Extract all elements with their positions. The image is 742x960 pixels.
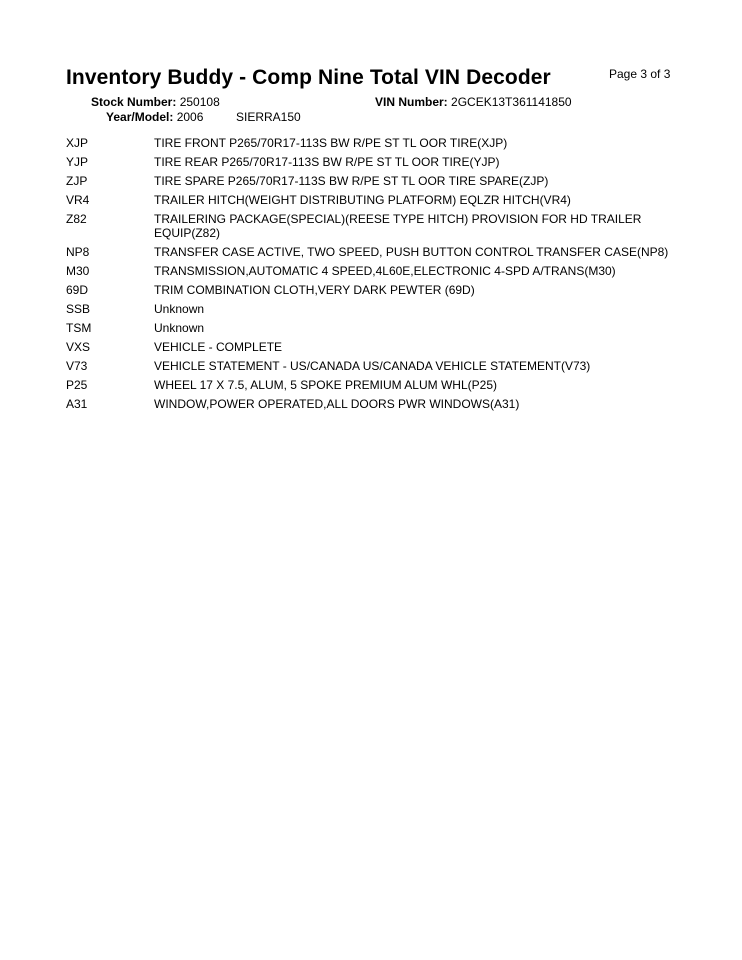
option-row <box>66 340 686 354</box>
option-row <box>66 359 686 373</box>
page-title: Inventory Buddy - Comp Nine Total VIN Decoder <box>66 66 551 89</box>
option-description: TRIM COMBINATION CLOTH,VERY DARK PEWTER (69D) <box>154 283 475 297</box>
option-row <box>66 378 686 392</box>
option-description: WINDOW,POWER OPERATED,ALL DOORS PWR WINDOWS(A31) <box>154 397 520 411</box>
option-code: VXS <box>66 340 91 354</box>
option-row <box>66 283 686 297</box>
option-code: Z82 <box>66 212 87 226</box>
option-row <box>66 245 686 259</box>
option-description: TIRE FRONT P265/70R17-113S BW R/PE ST TL OOR TIRE(XJP) <box>154 136 508 150</box>
year-value: 2006 <box>176 110 204 124</box>
vin-number <box>375 95 572 109</box>
option-description: TIRE SPARE P265/70R17-113S BW R/PE ST TL OOR TIRE SPARE(ZJP) <box>154 174 549 188</box>
option-code: M30 <box>66 264 90 278</box>
option-code: VR4 <box>66 193 90 207</box>
option-row <box>66 174 686 188</box>
option-code: ZJP <box>66 174 88 188</box>
option-description: TRANSFER CASE ACTIVE, TWO SPEED, PUSH BUTTON CONTROL TRANSFER CASE(NP8) <box>154 245 669 259</box>
vin-number-value: 2GCEK13T361141850 <box>451 95 572 109</box>
stock-number-label: Stock Number: <box>91 95 177 109</box>
option-code: A31 <box>66 397 88 411</box>
stock-number-value: 250108 <box>179 95 220 109</box>
option-description: TRAILERING PACKAGE(SPECIAL)(REESE TYPE HITCH) PROVISION FOR HD TRAILER EQUIP(Z82) <box>154 212 642 240</box>
option-row <box>66 193 686 207</box>
option-row <box>66 264 686 278</box>
option-row <box>66 321 686 335</box>
option-row <box>66 136 686 150</box>
model-value: SIERRA150 <box>236 110 301 124</box>
vin-number-label: VIN Number: <box>375 95 448 109</box>
option-description: Unknown <box>154 321 205 335</box>
option-code: 69D <box>66 283 89 297</box>
option-description: Unknown <box>154 302 205 316</box>
option-row <box>66 155 686 169</box>
option-list <box>66 136 686 416</box>
option-description: WHEEL 17 X 7.5, ALUM, 5 SPOKE PREMIUM ALUM WHL(P25) <box>154 378 497 392</box>
option-description: TRANSMISSION,AUTOMATIC 4 SPEED,4L60E,ELECTRONIC 4-SPD A/TRANS(M30) <box>154 264 616 278</box>
option-description: TIRE REAR P265/70R17-113S BW R/PE ST TL OOR TIRE(YJP) <box>154 155 500 169</box>
stock-number <box>91 95 220 109</box>
option-code: NP8 <box>66 245 90 259</box>
option-row <box>66 302 686 316</box>
option-row <box>66 397 686 411</box>
option-code: YJP <box>66 155 89 169</box>
option-code: SSB <box>66 302 91 316</box>
page-number: Page 3 of 3 <box>609 67 671 81</box>
year-model-label: Year/Model: <box>106 110 174 124</box>
option-description: TRAILER HITCH(WEIGHT DISTRIBUTING PLATFORM) EQLZR HITCH(VR4) <box>154 193 571 207</box>
option-description: VEHICLE STATEMENT - US/CANADA US/CANADA VEHICLE STATEMENT(V73) <box>154 359 591 373</box>
option-code: XJP <box>66 136 89 150</box>
year-model <box>106 110 203 124</box>
option-code: V73 <box>66 359 88 373</box>
option-row <box>66 212 686 240</box>
option-code: TSM <box>66 321 92 335</box>
option-description: VEHICLE - COMPLETE <box>154 340 283 354</box>
option-code: P25 <box>66 378 88 392</box>
